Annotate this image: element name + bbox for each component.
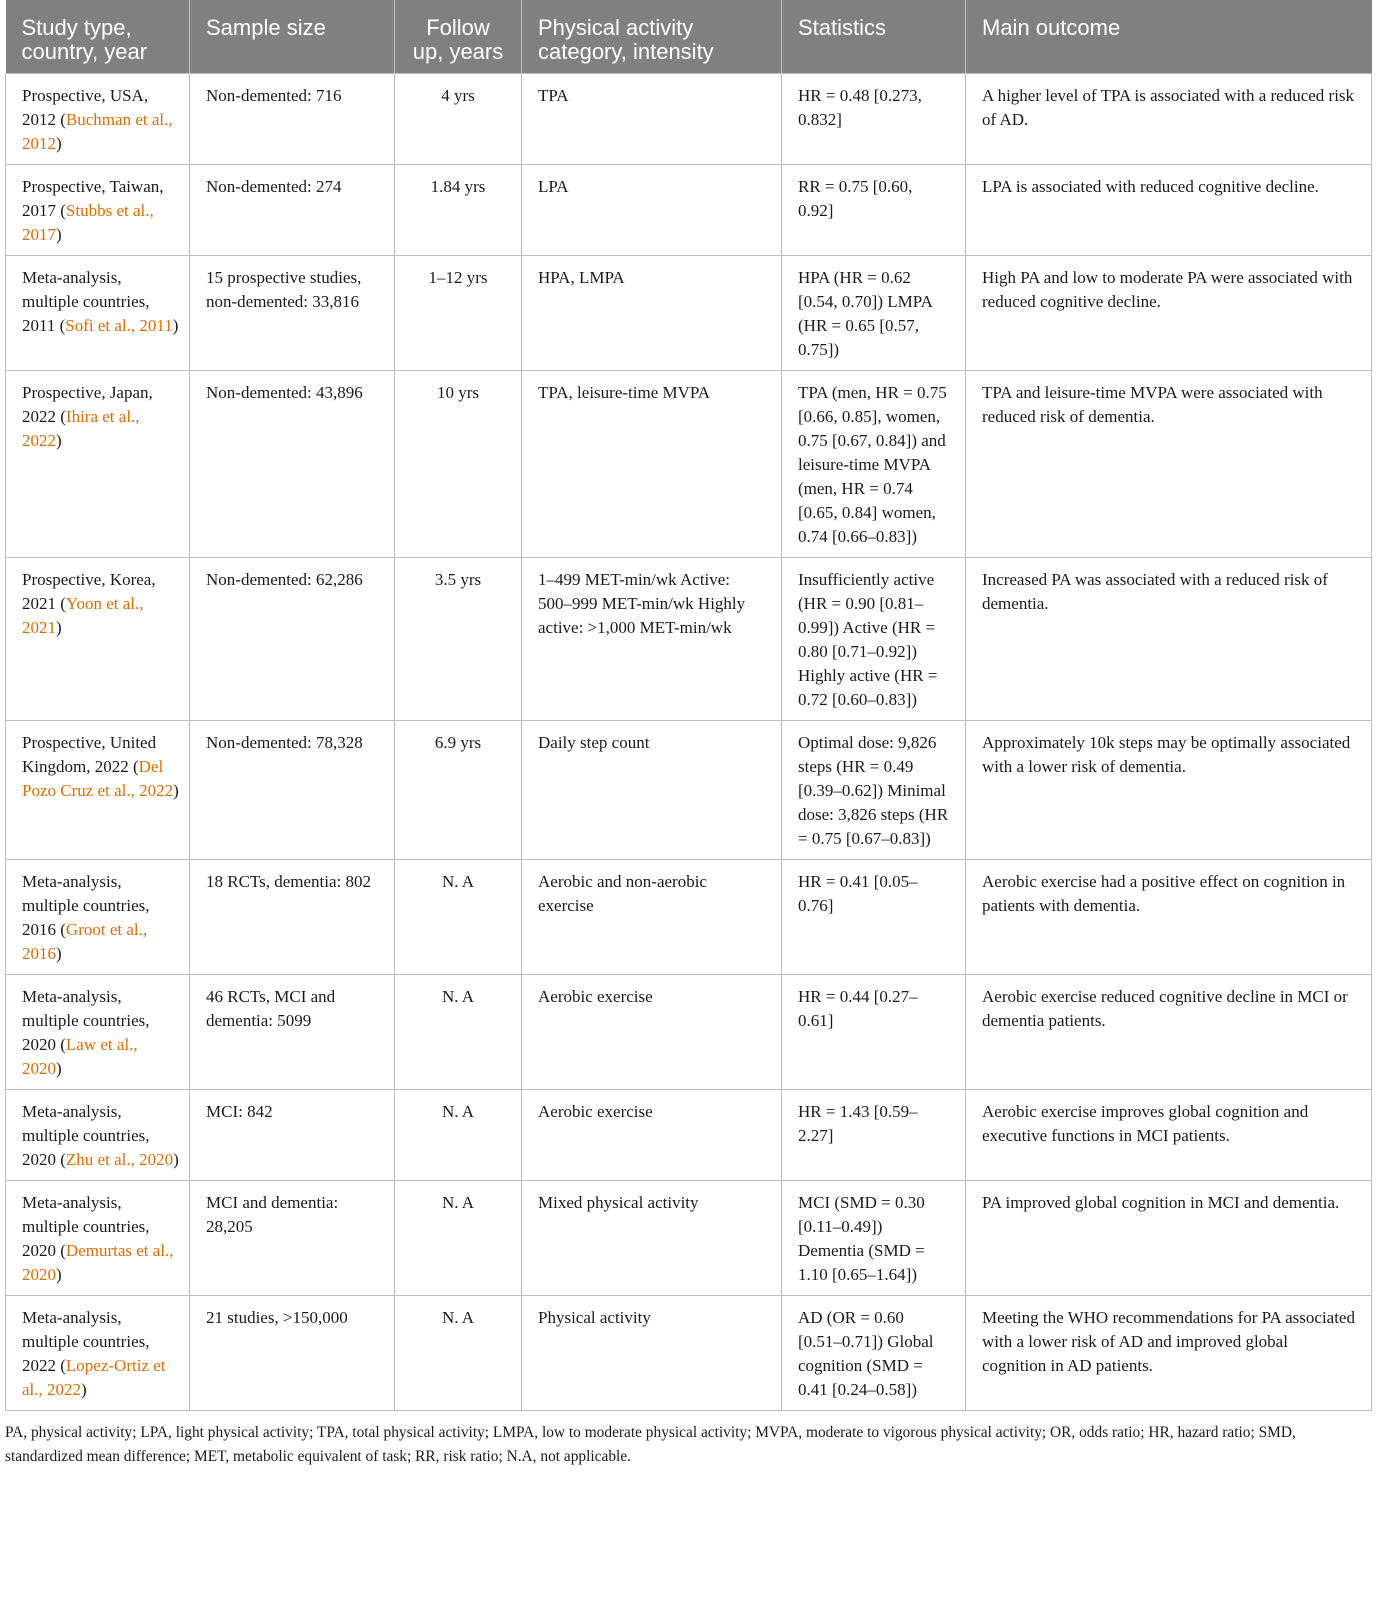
- cell-activity-category: Physical activity: [522, 1296, 782, 1411]
- cell-activity-category: Aerobic exercise: [522, 975, 782, 1090]
- study-text-end: ): [56, 944, 62, 963]
- study-text: Prospective, Japan, 2022 (: [22, 383, 153, 426]
- header-row: [6, 0, 1372, 74]
- cell-sample-size: MCI: 842: [190, 1090, 395, 1181]
- cell-main-outcome: A higher level of TPA is associated with a reduced risk of AD.: [966, 74, 1372, 165]
- cell-statistics: Optimal dose: 9,826 steps (HR = 0.49 [0.39–0.62]) Minimal dose: 3,826 steps (HR = 0.75 [0.67–0.83]): [782, 721, 966, 860]
- table-row: [6, 860, 1372, 975]
- study-text-end: ): [56, 225, 62, 244]
- cell-study-type: [6, 860, 190, 975]
- study-text: Meta-analysis, multiple countries, 2016 (: [22, 872, 150, 939]
- citation-link[interactable]: Groot et al., 2016: [22, 920, 148, 963]
- header-sample-size: Sample size: [190, 0, 395, 74]
- citation-link[interactable]: Zhu et al., 2020: [65, 1150, 174, 1169]
- cell-statistics: HPA (HR = 0.62 [0.54, 0.70]) LMPA (HR = 0.65 [0.57, 0.75]): [782, 256, 966, 371]
- header-activity-category: Physical activity category, intensity: [522, 0, 782, 74]
- table-row: [6, 558, 1372, 721]
- cell-activity-category: Daily step count: [522, 721, 782, 860]
- cell-sample-size: Non-demented: 716: [190, 74, 395, 165]
- cell-main-outcome: Approximately 10k steps may be optimally associated with a lower risk of dementia.: [966, 721, 1372, 860]
- cell-follow-up: N. A: [395, 1296, 522, 1411]
- cell-study-type: [6, 1296, 190, 1411]
- cell-main-outcome: PA improved global cognition in MCI and dementia.: [966, 1181, 1372, 1296]
- table-row: [6, 165, 1372, 256]
- cell-statistics: Insufficiently active (HR = 0.90 [0.81–0.99]) Active (HR = 0.80 [0.71–0.92]) Highly active (HR = 0.72 [0.60–0.83]): [782, 558, 966, 721]
- citation-link[interactable]: Del Pozo Cruz et al., 2022: [22, 757, 174, 800]
- study-text-end: ): [56, 1265, 62, 1284]
- header-statistics: Statistics: [782, 0, 966, 74]
- study-text-end: ): [56, 618, 62, 637]
- cell-study-type: [6, 74, 190, 165]
- table-container: [5, 0, 1371, 1469]
- cell-study-type: [6, 1090, 190, 1181]
- cell-sample-size: Non-demented: 43,896: [190, 371, 395, 558]
- study-text: Meta-analysis, multiple countries, 2011 (: [22, 268, 150, 335]
- cell-activity-category: LPA: [522, 165, 782, 256]
- cell-statistics: RR = 0.75 [0.60, 0.92]: [782, 165, 966, 256]
- study-text: Prospective, United Kingdom, 2022 (: [22, 733, 157, 776]
- cell-study-type: [6, 371, 190, 558]
- study-text-end: ): [56, 431, 62, 450]
- study-text: Meta-analysis, multiple countries, 2020 (: [22, 1193, 150, 1260]
- cell-statistics: AD (OR = 0.60 [0.51–0.71]) Global cognition (SMD = 0.41 [0.24–0.58]): [782, 1296, 966, 1411]
- citation-link[interactable]: Sofi et al., 2011: [65, 316, 173, 335]
- table-row: [6, 721, 1372, 860]
- cell-main-outcome: Aerobic exercise reduced cognitive decline in MCI or dementia patients.: [966, 975, 1372, 1090]
- studies-table: [5, 0, 1372, 1411]
- cell-follow-up: N. A: [395, 1181, 522, 1296]
- cell-sample-size: 15 prospective studies, non-demented: 33,816: [190, 256, 395, 371]
- cell-activity-category: TPA: [522, 74, 782, 165]
- table-row: [6, 74, 1372, 165]
- cell-main-outcome: Meeting the WHO recommendations for PA associated with a lower risk of AD and improved global cognition in AD patients.: [966, 1296, 1372, 1411]
- cell-activity-category: Aerobic and non-aerobic exercise: [522, 860, 782, 975]
- cell-main-outcome: High PA and low to moderate PA were associated with reduced cognitive decline.: [966, 256, 1372, 371]
- cell-activity-category: 1–499 MET-min/wk Active: 500–999 MET-min/wk Highly active: >1,000 MET-min/wk: [522, 558, 782, 721]
- citation-link[interactable]: Ihira et al., 2022: [22, 407, 140, 450]
- table-row: [6, 371, 1372, 558]
- header-study-type: Study type, country, year: [6, 0, 190, 74]
- cell-main-outcome: Aerobic exercise improves global cognition and executive functions in MCI patients.: [966, 1090, 1372, 1181]
- study-text-end: ): [173, 781, 179, 800]
- cell-follow-up: 1.84 yrs: [395, 165, 522, 256]
- study-text-end: ): [81, 1380, 87, 1399]
- cell-statistics: HR = 1.43 [0.59–2.27]: [782, 1090, 966, 1181]
- cell-sample-size: 21 studies, >150,000: [190, 1296, 395, 1411]
- cell-follow-up: N. A: [395, 860, 522, 975]
- table-row: [6, 1090, 1372, 1181]
- citation-link[interactable]: Buchman et al., 2012: [22, 110, 173, 153]
- study-text-end: ): [172, 316, 179, 335]
- cell-main-outcome: Aerobic exercise had a positive effect on cognition in patients with dementia.: [966, 860, 1372, 975]
- table-row: [6, 1296, 1372, 1411]
- cell-statistics: HR = 0.41 [0.05–0.76]: [782, 860, 966, 975]
- cell-main-outcome: TPA and leisure-time MVPA were associated with reduced risk of dementia.: [966, 371, 1372, 558]
- study-text: Prospective, Korea, 2021 (: [22, 570, 156, 613]
- citation-link[interactable]: Law et al., 2020: [22, 1035, 138, 1078]
- table-row: [6, 1181, 1372, 1296]
- cell-sample-size: 18 RCTs, dementia: 802: [190, 860, 395, 975]
- cell-sample-size: Non-demented: 78,328: [190, 721, 395, 860]
- study-text: Prospective, USA, 2012 (: [22, 86, 149, 129]
- cell-follow-up: 10 yrs: [395, 371, 522, 558]
- table-body: [6, 74, 1372, 1411]
- cell-follow-up: 4 yrs: [395, 74, 522, 165]
- cell-study-type: [6, 975, 190, 1090]
- study-text-end: ): [56, 134, 62, 153]
- study-text-end: ): [56, 1059, 62, 1078]
- table-footnote: PA, physical activity; LPA, light physical activity; TPA, total physical activity; LMPA, low to moderate physical activity; MVPA, moderate to vigorous physical activity; OR, odds ratio; HR, hazard ratio; SMD, standardized mean difference; MET, metabolic equivalent of task; RR, risk ratio; N.A, not applicable.: [5, 1424, 1296, 1465]
- header-main-outcome: Main outcome: [966, 0, 1372, 74]
- cell-follow-up: 6.9 yrs: [395, 721, 522, 860]
- study-text: Meta-analysis, multiple countries, 2022 (: [22, 1308, 150, 1375]
- table-row: [6, 975, 1372, 1090]
- cell-follow-up: N. A: [395, 1090, 522, 1181]
- citation-link[interactable]: Yoon et al., 2021: [22, 594, 144, 637]
- citation-link[interactable]: Lopez-Ortiz et al., 2022: [22, 1356, 166, 1399]
- cell-follow-up: 3.5 yrs: [395, 558, 522, 721]
- cell-statistics: HR = 0.48 [0.273, 0.832]: [782, 74, 966, 165]
- cell-sample-size: Non-demented: 274: [190, 165, 395, 256]
- citation-link[interactable]: Demurtas et al., 2020: [22, 1241, 174, 1284]
- cell-activity-category: HPA, LMPA: [522, 256, 782, 371]
- cell-follow-up: N. A: [395, 975, 522, 1090]
- cell-activity-category: Aerobic exercise: [522, 1090, 782, 1181]
- cell-statistics: TPA (men, HR = 0.75 [0.66, 0.85], women, 0.75 [0.67, 0.84]) and leisure-time MVPA (men, HR = 0.74 [0.65, 0.84] women, 0.74 [0.66–0.83]): [782, 371, 966, 558]
- study-text: Meta-analysis, multiple countries, 2020 (: [22, 987, 150, 1054]
- header-follow-up: Follow up, years: [395, 0, 522, 74]
- table-row: [6, 256, 1372, 371]
- cell-follow-up: 1–12 yrs: [395, 256, 522, 371]
- cell-main-outcome: LPA is associated with reduced cognitive decline.: [966, 165, 1372, 256]
- cell-statistics: HR = 0.44 [0.27–0.61]: [782, 975, 966, 1090]
- cell-study-type: [6, 721, 190, 860]
- citation-link[interactable]: Stubbs et al., 2017: [22, 201, 154, 244]
- cell-study-type: [6, 165, 190, 256]
- cell-sample-size: MCI and dementia: 28,205: [190, 1181, 395, 1296]
- cell-sample-size: 46 RCTs, MCI and dementia: 5099: [190, 975, 395, 1090]
- cell-study-type: [6, 1181, 190, 1296]
- cell-sample-size: Non-demented: 62,286: [190, 558, 395, 721]
- cell-study-type: [6, 558, 190, 721]
- study-text: Meta-analysis, multiple countries, 2020 (: [22, 1102, 150, 1169]
- cell-main-outcome: Increased PA was associated with a reduced risk of dementia.: [966, 558, 1372, 721]
- study-text: Prospective, Taiwan, 2017 (: [22, 177, 164, 220]
- study-text-end: ): [173, 1150, 179, 1169]
- cell-study-type: [6, 256, 190, 371]
- cell-activity-category: TPA, leisure-time MVPA: [522, 371, 782, 558]
- cell-activity-category: Mixed physical activity: [522, 1181, 782, 1296]
- cell-statistics: MCI (SMD = 0.30 [0.11–0.49]) Dementia (SMD = 1.10 [0.65–1.64]): [782, 1181, 966, 1296]
